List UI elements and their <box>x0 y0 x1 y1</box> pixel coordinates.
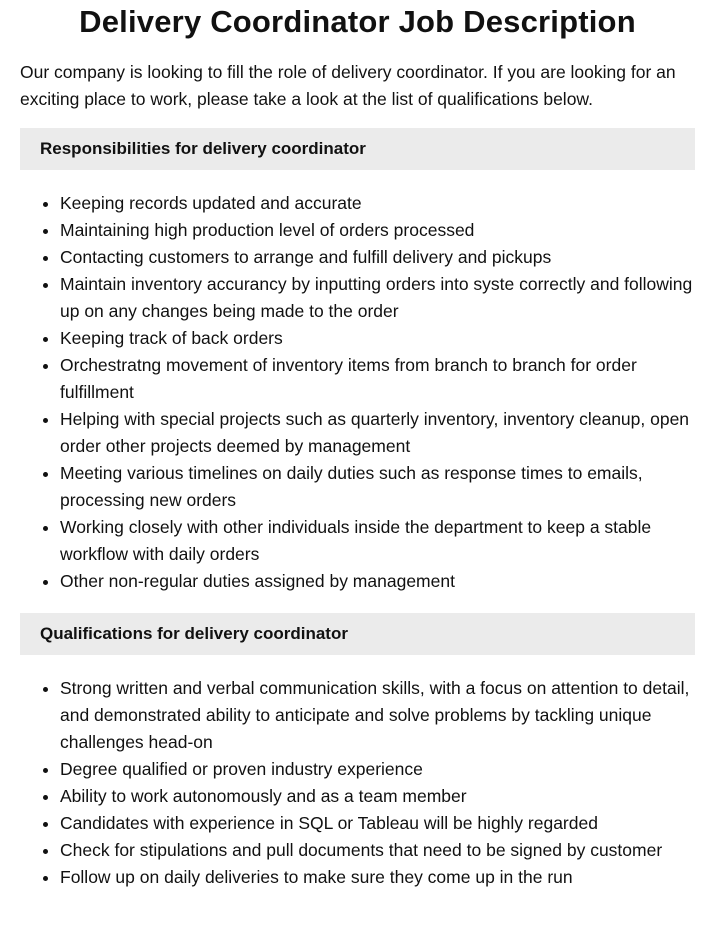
intro-paragraph: Our company is looking to fill the role of delivery coordinator. If you are looking for an exciting place to work, please take a look at the list of qualifications below. <box>20 62 676 109</box>
list-item: • Ability to work autonomously and as a team member <box>60 783 695 810</box>
list-item: • Meeting various timelines on daily duties such as response times to emails, processing new orders <box>60 460 695 514</box>
list-item: • Helping with special projects such as quarterly inventory, inventory cleanup, open order other projects deemed by management <box>60 406 695 460</box>
list-item: • Keeping records updated and accurate <box>60 190 695 217</box>
qualifications-list <box>20 675 695 891</box>
list-item: • Contacting customers to arrange and fulfill delivery and pickups <box>60 244 695 271</box>
list-item: • Degree qualified or proven industry experience <box>60 756 695 783</box>
list-item: • Orchestratng movement of inventory items from branch to branch for order fulfillment <box>60 352 695 406</box>
list-item: • Follow up on daily deliveries to make sure they come up in the run <box>60 864 695 891</box>
responsibilities-heading: Responsibilities for delivery coordinator <box>20 128 695 170</box>
list-item: • Maintain inventory accurancy by inputting orders into syste correctly and following up on any changes being made to the order <box>60 271 695 325</box>
page-title: Delivery Coordinator Job Description <box>79 4 636 39</box>
list-item: • Strong written and verbal communication skills, with a focus on attention to detail, and demonstrated ability to anticipate and solve problems by tackling unique challenges head-on <box>60 675 695 756</box>
responsibilities-list <box>20 190 695 595</box>
list-item: • Candidates with experience in SQL or Tableau will be highly regarded <box>60 810 695 837</box>
list-item: • Keeping track of back orders <box>60 325 695 352</box>
list-item: • Maintaining high production level of orders processed <box>60 217 695 244</box>
list-item: • Check for stipulations and pull documents that need to be signed by customer <box>60 837 695 864</box>
qualifications-heading: Qualifications for delivery coordinator <box>20 613 695 655</box>
list-item: • Working closely with other individuals inside the department to keep a stable workflow with daily orders <box>60 514 695 568</box>
list-item: • Other non-regular duties assigned by management <box>60 568 695 595</box>
